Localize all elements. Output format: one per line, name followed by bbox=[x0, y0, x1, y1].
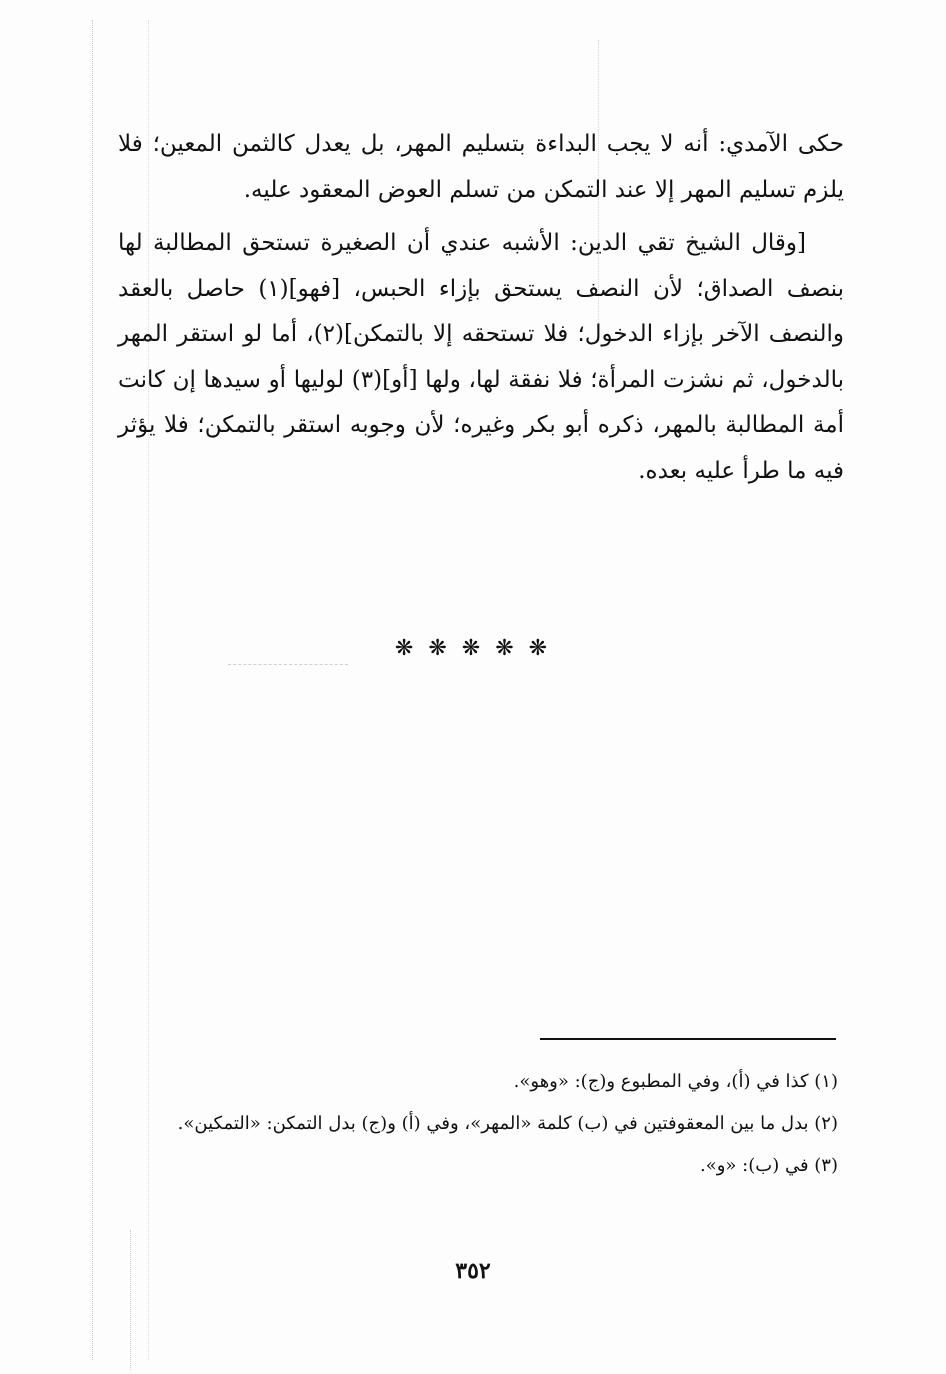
scan-guide-line bbox=[92, 20, 93, 1360]
page-number: ٣٥٢ bbox=[455, 1258, 491, 1284]
section-separator: ❋ ❋ ❋ ❋ ❋ bbox=[394, 636, 552, 661]
footnote-2: (٢) بدل ما بين المعقوفتين في (ب) كلمة «المهر»، وفي (أ) و(ج) بدل التمكن: «التمكين». bbox=[177, 1113, 838, 1134]
footnote-1: (١) كذا في (أ)، وفي المطبوع و(ج): «وهو». bbox=[513, 1071, 838, 1092]
footnote-divider bbox=[540, 1038, 836, 1040]
paragraph-1: حكى الآمدي: أنه لا يجب البداءة بتسليم المهر، بل يعدل كالثمن المعين؛ فلا يلزم تسليم المهر إلا عند التمكن من تسلم العوض المعقود عليه. bbox=[118, 131, 844, 203]
main-text bbox=[118, 122, 844, 494]
footnote-3: (٣) في (ب): «و». bbox=[700, 1155, 838, 1176]
scan-guide-line bbox=[130, 1230, 131, 1370]
paragraph-2: [وقال الشيخ تقي الدين: الأشبه عندي أن الصغيرة تستحق المطالبة لها بنصف الصداق؛ لأن النصف يستحق بإزاء الحبس، [فهو](١) حاصل بالعقد والنصف الآخر بإزاء الدخول؛ فلا تستحقه إلا بالتمكن](٢)، أما لو استقر المهر بالدخول، ثم نشزت المرأة؛ فلا نفقة لها، ولها [أو](٣) لوليها أو سيدها إن كانت أمة المطالبة بالمهر، ذكره أبو بكر وغيره؛ لأن وجوبه استقر بالتمكن؛ فلا يؤثر فيه ما طرأ عليه بعده. bbox=[118, 230, 844, 484]
footnotes bbox=[120, 1064, 838, 1190]
scan-artifact-line bbox=[228, 664, 348, 665]
